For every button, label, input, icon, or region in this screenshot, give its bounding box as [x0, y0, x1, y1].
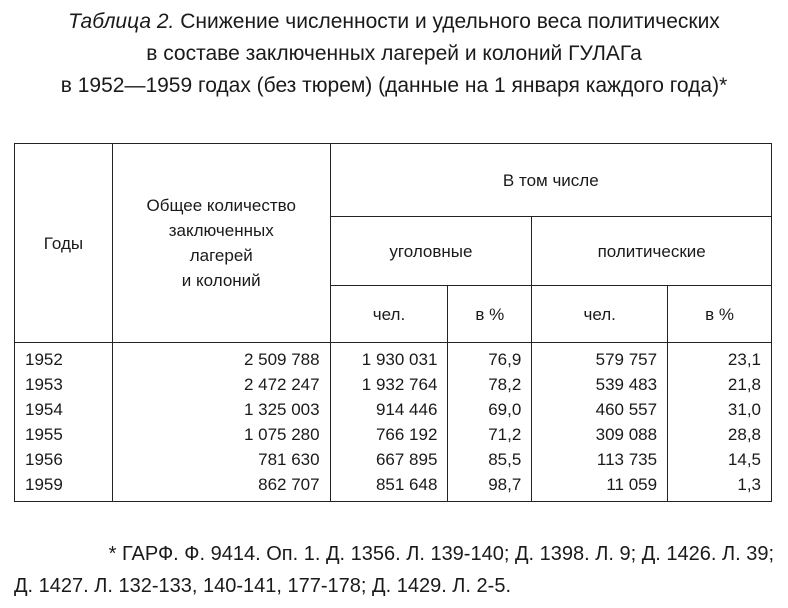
- cell-year: 1954: [15, 397, 113, 422]
- cell-political-people: 113 735: [532, 447, 668, 472]
- cell-political-people: 11 059: [532, 472, 668, 502]
- table-number-label: Таблица 2.: [68, 10, 175, 33]
- header-years: Годы: [15, 144, 113, 343]
- prisoner-statistics-table: [14, 143, 772, 502]
- header-including: В том числе: [330, 144, 771, 217]
- cell-criminal-percent: 85,5: [448, 447, 532, 472]
- cell-criminal-people: 851 648: [330, 472, 448, 502]
- cell-criminal-people: 914 446: [330, 397, 448, 422]
- cell-criminal-percent: 76,9: [448, 343, 532, 373]
- cell-year: 1959: [15, 472, 113, 502]
- cell-political-people: 539 483: [532, 372, 668, 397]
- cell-year: 1953: [15, 372, 113, 397]
- title-line-1-text: Снижение численности и удельного веса политических: [180, 10, 720, 33]
- cell-criminal-percent: 78,2: [448, 372, 532, 397]
- cell-political-percent: 1,3: [668, 472, 772, 502]
- footnote-line-1: * ГАРФ. Ф. 9414. Оп. 1. Д. 1356. Л. 139-140; Д. 1398. Л. 9; Д. 1426. Л. 39;: [108, 543, 774, 565]
- title-line-1: [0, 6, 788, 38]
- source-footnote: [14, 538, 774, 602]
- cell-criminal-people: 1 932 764: [330, 372, 448, 397]
- cell-political-people: 309 088: [532, 422, 668, 447]
- cell-political-percent: 28,8: [668, 422, 772, 447]
- cell-political-percent: 21,8: [668, 372, 772, 397]
- cell-criminal-people: 667 895: [330, 447, 448, 472]
- cell-political-percent: 14,5: [668, 447, 772, 472]
- table-row: [15, 447, 772, 472]
- cell-total: 1 325 003: [112, 397, 330, 422]
- cell-year: 1956: [15, 447, 113, 472]
- cell-total: 2 472 247: [112, 372, 330, 397]
- table-row: [15, 472, 772, 502]
- cell-political-people: 579 757: [532, 343, 668, 373]
- cell-political-percent: 23,1: [668, 343, 772, 373]
- cell-year: 1955: [15, 422, 113, 447]
- cell-total: 781 630: [112, 447, 330, 472]
- cell-total: 1 075 280: [112, 422, 330, 447]
- header-criminal: уголовные: [330, 217, 532, 286]
- cell-criminal-percent: 98,7: [448, 472, 532, 502]
- cell-criminal-people: 766 192: [330, 422, 448, 447]
- header-political: политические: [532, 217, 772, 286]
- cell-criminal-percent: 71,2: [448, 422, 532, 447]
- cell-total: 2 509 788: [112, 343, 330, 373]
- table-row: [15, 397, 772, 422]
- header-political-people: чел.: [532, 286, 668, 343]
- header-total-line: заключенных: [168, 221, 274, 240]
- header-criminal-percent: в %: [448, 286, 532, 343]
- table-title: [0, 6, 788, 102]
- title-line-2: в составе заключенных лагерей и колоний ГУЛАГа: [146, 42, 642, 65]
- header-political-percent: в %: [668, 286, 772, 343]
- cell-criminal-percent: 69,0: [448, 397, 532, 422]
- footnote-line-2: Д. 1427. Л. 132-133, 140-141, 177-178; Д. 1429. Л. 2-5.: [14, 575, 512, 597]
- header-total-line: Общее количество: [146, 196, 296, 215]
- header-total-line: и колоний: [181, 271, 261, 290]
- table-row: [15, 372, 772, 397]
- cell-total: 862 707: [112, 472, 330, 502]
- table-row: [15, 422, 772, 447]
- title-line-3: в 1952—1959 годах (без тюрем) (данные на 1 января каждого года)*: [60, 74, 728, 97]
- cell-criminal-people: 1 930 031: [330, 343, 448, 373]
- header-total-line: лагерей: [189, 246, 253, 265]
- cell-year: 1952: [15, 343, 113, 373]
- cell-political-people: 460 557: [532, 397, 668, 422]
- header-criminal-people: чел.: [330, 286, 448, 343]
- table-row: [15, 343, 772, 373]
- cell-political-percent: 31,0: [668, 397, 772, 422]
- header-total: [112, 144, 330, 343]
